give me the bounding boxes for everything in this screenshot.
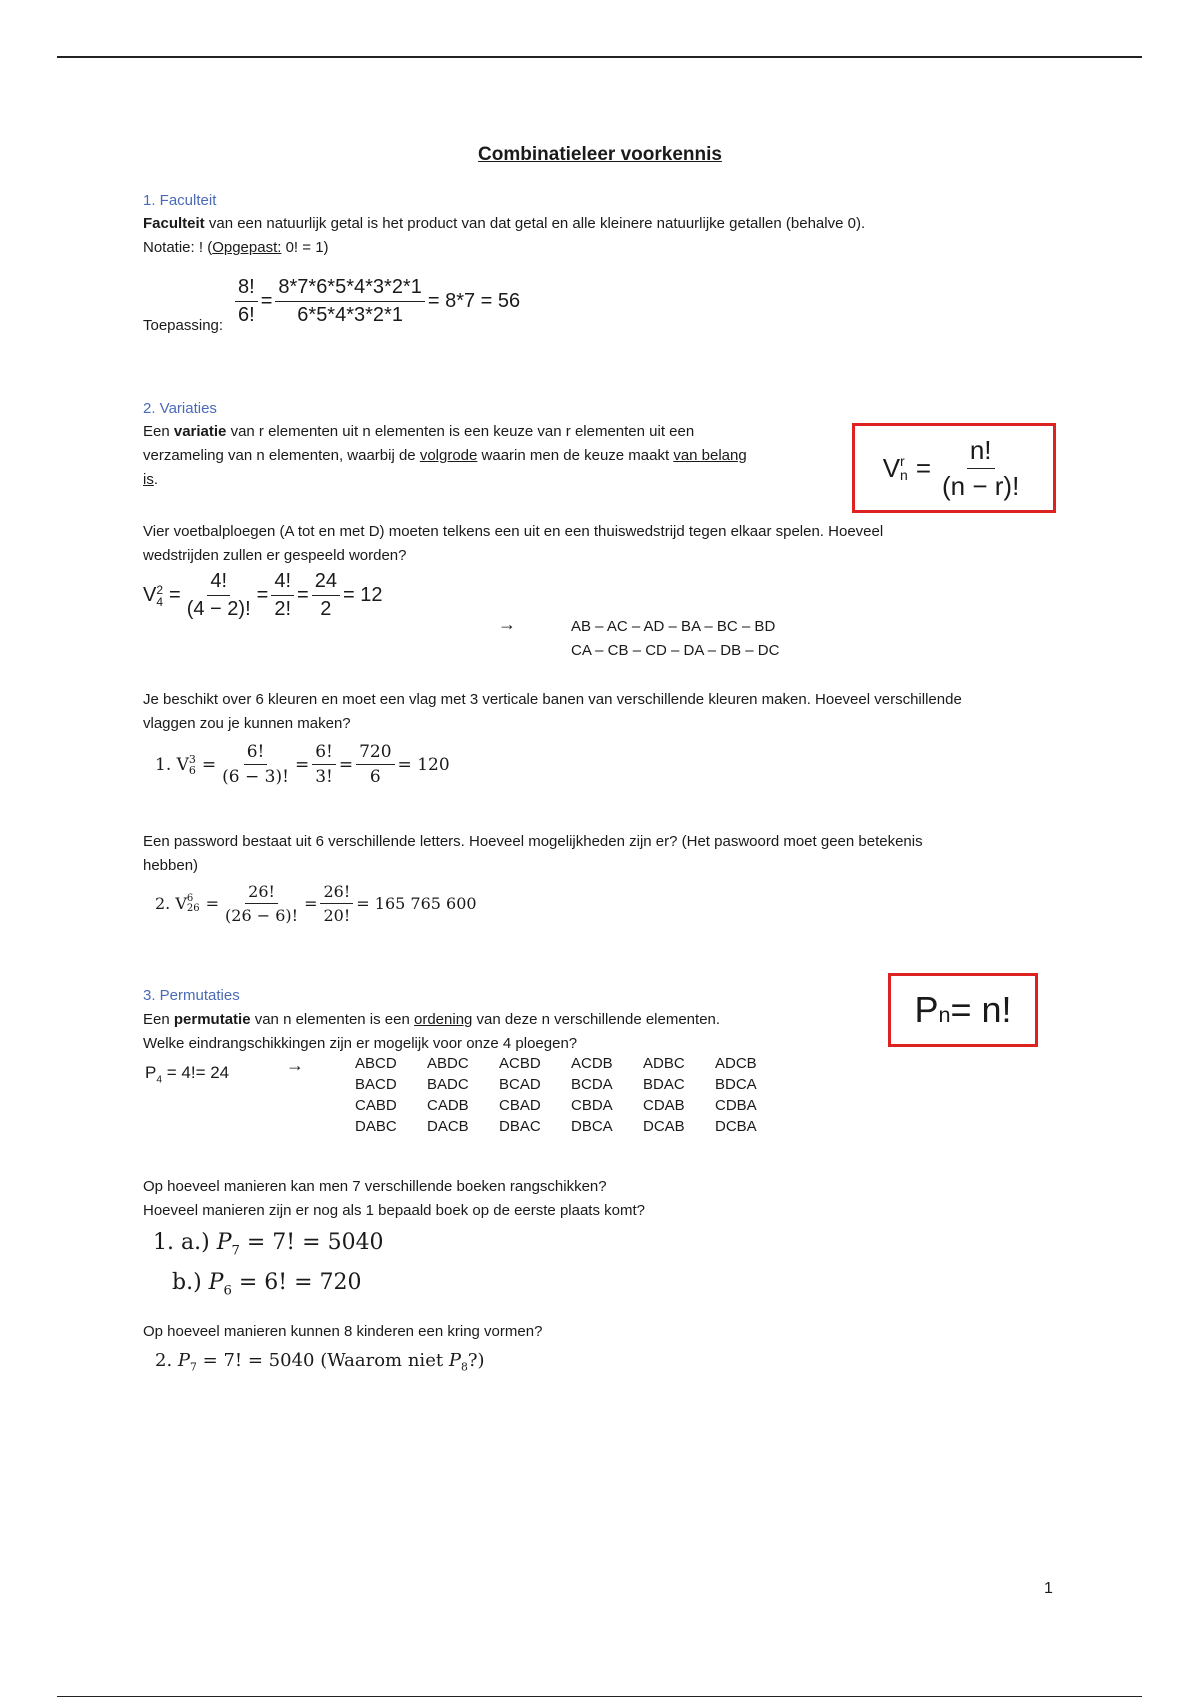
denominator: (6 − 3)! <box>222 767 289 787</box>
underlined-van-belang: van belang <box>673 447 747 464</box>
variatie-definition <box>143 420 823 492</box>
page-number: 1 <box>1044 1580 1053 1597</box>
numerator: 24 <box>312 570 340 596</box>
text: Een <box>143 1011 174 1028</box>
numerator: 26! <box>320 882 353 904</box>
ordering-cell: ABDC <box>427 1055 469 1072</box>
answer-label: 2. <box>155 1350 173 1371</box>
subscript-n: n <box>900 467 908 483</box>
fraction-expanded <box>275 276 424 327</box>
text: Een password bestaat uit 6 verschillende letters. Hoeveel mogelijkheden zijn er? (Het paswoord moet geen betekenis <box>143 833 923 850</box>
text: waarin men de keuze maakt <box>477 447 674 464</box>
answer-label: 1. V <box>155 754 189 775</box>
section-heading-variaties: 2. Variaties <box>143 400 217 417</box>
ordering-cell: ABCD <box>355 1055 397 1072</box>
subscript: 26 <box>186 902 200 914</box>
ordering-cell: CDAB <box>643 1097 685 1114</box>
result: = 120 <box>397 754 450 775</box>
equals-sign: = <box>294 754 310 775</box>
v-symbol: V <box>882 452 901 483</box>
text: verzameling van n elementen, waarbij de <box>143 447 420 464</box>
p-symbol: P <box>177 1350 191 1371</box>
question-vlag <box>143 688 962 736</box>
fraction <box>184 570 254 621</box>
fraction <box>219 742 292 787</box>
equals-sign: = <box>297 584 309 606</box>
ordering-cell: CABD <box>355 1097 397 1114</box>
denominator: (4 − 2)! <box>186 598 251 620</box>
p-symbol: P <box>448 1350 461 1371</box>
result: = 165 765 600 <box>356 894 477 913</box>
toepassing-label: Toepassing: <box>143 317 224 334</box>
variatie-formula <box>883 435 1026 502</box>
question-password <box>143 830 923 878</box>
numerator: 26! <box>245 882 278 904</box>
formula-end: ?) <box>467 1350 485 1371</box>
denominator: 6*5*4*3*2*1 <box>297 304 403 326</box>
denominator: (n − r)! <box>942 470 1020 501</box>
matches-list <box>571 615 779 663</box>
ordering-cell: DBAC <box>499 1118 541 1135</box>
ordering-cell: DBCA <box>571 1118 613 1135</box>
ordering-cell: DABC <box>355 1118 397 1135</box>
formula-rest: = 7! = 5040 (Waarom niet <box>196 1350 449 1371</box>
numerator: 8! <box>235 276 258 302</box>
text: Op hoeveel manieren kan men 7 verschillende boeken rangschikken? <box>143 1178 607 1195</box>
permutatie-term: permutatie <box>173 1011 251 1028</box>
fraction <box>312 570 340 621</box>
equals-sign: = <box>201 754 217 775</box>
formula-rest: = 4!= 24 <box>162 1063 230 1082</box>
p-symbol: P <box>914 989 939 1030</box>
text: Vier voetbalploegen (A tot en met D) moeten telkens een uit en een thuiswedstrijd tegen elkaar spelen. Hoeveel <box>143 523 884 540</box>
superscript: 6 <box>186 892 194 904</box>
faculteit-result: = 8*7 = 56 <box>427 290 521 312</box>
subscript: 6 <box>223 1283 232 1299</box>
password-answer <box>155 882 477 925</box>
question-boeken <box>143 1175 645 1223</box>
equals-sign: = <box>260 290 273 312</box>
faculteit-term: Faculteit <box>143 215 205 232</box>
p-symbol: P <box>145 1063 157 1082</box>
ordering-cell: CBDA <box>571 1097 613 1114</box>
text: Welke eindrangschikkingen zijn er mogelijk voor onze 4 ploegen? <box>143 1035 578 1052</box>
ordering-cell: DCAB <box>643 1118 685 1135</box>
permutatie-definition <box>143 1008 720 1056</box>
ordering-cell: BDCA <box>715 1076 757 1093</box>
question-kring: Op hoeveel manieren kunnen 8 kinderen een kring vormen? <box>143 1323 543 1340</box>
numerator: 720 <box>356 742 394 765</box>
subscript: 4 <box>156 594 164 609</box>
ordering-cell: ACDB <box>571 1055 613 1072</box>
notatie-prefix: Notatie: ! ( <box>143 239 213 256</box>
question-voetbal <box>143 520 883 568</box>
subscript-n: n <box>938 1002 951 1027</box>
faculteit-example-equation <box>232 276 520 327</box>
subscript: 8 <box>460 1360 468 1374</box>
p-symbol: P <box>208 1270 224 1295</box>
subscript: 4 <box>156 1074 163 1086</box>
variatie-example-equation <box>143 570 382 621</box>
permutatie-formula <box>914 989 1011 1031</box>
page-title: Combinatieleer voorkennis <box>478 144 722 165</box>
orderings-grid <box>355 1055 787 1135</box>
faculteit-definition-text: van een natuurlijk getal is het product van dat getal en alle kleinere natuurlijke getallen (behalve 0). <box>204 215 866 232</box>
formula-rest: = 6! = 720 <box>231 1270 362 1295</box>
text: Een <box>143 423 174 440</box>
ordering-cell: DCBA <box>715 1118 757 1135</box>
notatie-line <box>143 236 329 260</box>
denominator: 6 <box>369 767 381 787</box>
ordering-cell: ADCB <box>715 1055 757 1072</box>
text: Hoeveel manieren zijn er nog als 1 bepaald boek op de eerste plaats komt? <box>143 1202 645 1219</box>
variatie-term: variatie <box>173 423 227 440</box>
fraction <box>222 882 301 925</box>
section-heading-faculteit: 1. Faculteit <box>143 192 217 209</box>
text: van n elementen is een <box>250 1011 414 1028</box>
answer-label: 2. V <box>155 894 187 913</box>
underlined-is: is <box>143 471 154 488</box>
denominator: 6! <box>238 304 255 326</box>
v-symbol: V <box>143 584 157 606</box>
equals-sign: = <box>169 584 181 606</box>
bottom-rule <box>57 1696 1142 1697</box>
formula-rest: = n! <box>950 989 1012 1030</box>
ordering-cell: BACD <box>355 1076 397 1093</box>
denominator: (26 − 6)! <box>225 906 299 925</box>
kring-answer <box>155 1350 485 1374</box>
ordering-cell: ACBD <box>499 1055 541 1072</box>
numerator: 4! <box>207 570 230 596</box>
ordering-cell: CADB <box>427 1097 469 1114</box>
text: wedstrijden zullen er gespeeld worden? <box>143 547 407 564</box>
equals-sign: = <box>915 452 932 483</box>
numerator: 4! <box>271 570 294 596</box>
matches-row: AB – AC – AD – BA – BC – BD <box>571 618 776 635</box>
text: hebben) <box>143 857 199 874</box>
ordering-cell: BCDA <box>571 1076 613 1093</box>
superscript: 2 <box>156 582 164 597</box>
ordering-cell: CBAD <box>499 1097 541 1114</box>
ordering-cell: BADC <box>427 1076 469 1093</box>
ordering-cell: BCAD <box>499 1076 541 1093</box>
subscript: 6 <box>188 763 196 777</box>
text: van deze n verschillende elementen. <box>472 1011 721 1028</box>
ordering-cell: CDBA <box>715 1097 757 1114</box>
section-heading-permutaties: 3. Permutaties <box>143 987 240 1004</box>
text: . <box>153 471 159 488</box>
arrow-icon: → <box>286 1055 304 1075</box>
superscript-r: r <box>900 453 905 469</box>
formula-rest: = 7! = 5040 <box>239 1230 384 1255</box>
numerator: 8*7*6*5*4*3*2*1 <box>275 276 424 302</box>
arrow-icon: → <box>498 614 516 634</box>
superscript: 3 <box>188 752 196 766</box>
equals-sign: = <box>205 894 220 913</box>
ordering-cell: BDAC <box>643 1076 685 1093</box>
p-symbol: P <box>216 1230 232 1255</box>
fraction <box>320 882 353 925</box>
ordering-cell: ADBC <box>643 1055 685 1072</box>
permutatie-formula-box <box>888 973 1038 1047</box>
boeken-answer-b <box>172 1270 362 1298</box>
fraction <box>356 742 394 787</box>
numerator: 6! <box>244 742 268 765</box>
underlined-ordening: ordening <box>414 1011 473 1028</box>
matches-row: CA – CB – CD – DA – DB – DC <box>571 642 780 659</box>
subscript: 7 <box>231 1243 240 1259</box>
denominator: 3! <box>315 767 333 787</box>
fraction-8-over-6 <box>235 276 258 327</box>
notatie-caution: Opgepast: <box>212 239 282 256</box>
ordering-cell: DACB <box>427 1118 469 1135</box>
p4-equation <box>145 1063 229 1085</box>
denominator: 2! <box>274 598 292 620</box>
answer-label: b.) <box>172 1270 202 1295</box>
text: van r elementen uit n elementen is een keuze van r elementen uit een <box>226 423 695 440</box>
equals-sign: = <box>256 584 269 606</box>
denominator: 20! <box>323 906 351 925</box>
numerator: 6! <box>312 742 336 765</box>
boeken-answer-a <box>153 1230 384 1258</box>
fraction <box>939 435 1022 502</box>
subscript: 7 <box>190 1360 197 1374</box>
faculteit-definition <box>143 212 865 236</box>
equals-sign: = <box>338 754 354 775</box>
fraction <box>271 570 294 621</box>
result: = 12 <box>342 584 383 606</box>
text: vlaggen zou je kunnen maken? <box>143 715 351 732</box>
variatie-formula-box <box>852 423 1056 513</box>
fraction <box>312 742 336 787</box>
text: Je beschikt over 6 kleuren en moet een vlag met 3 verticale banen van verschillende kleuren maken. Hoeveel verschillende <box>143 691 962 708</box>
denominator: 2 <box>320 598 332 620</box>
underlined-volgrode: volgrode <box>419 447 478 464</box>
answer-label: 1. a.) <box>153 1230 210 1255</box>
vlag-answer <box>155 742 450 787</box>
numerator: n! <box>967 435 995 469</box>
notatie-suffix: 0! = 1) <box>281 239 329 256</box>
equals-sign: = <box>304 894 318 913</box>
top-rule <box>57 56 1142 58</box>
